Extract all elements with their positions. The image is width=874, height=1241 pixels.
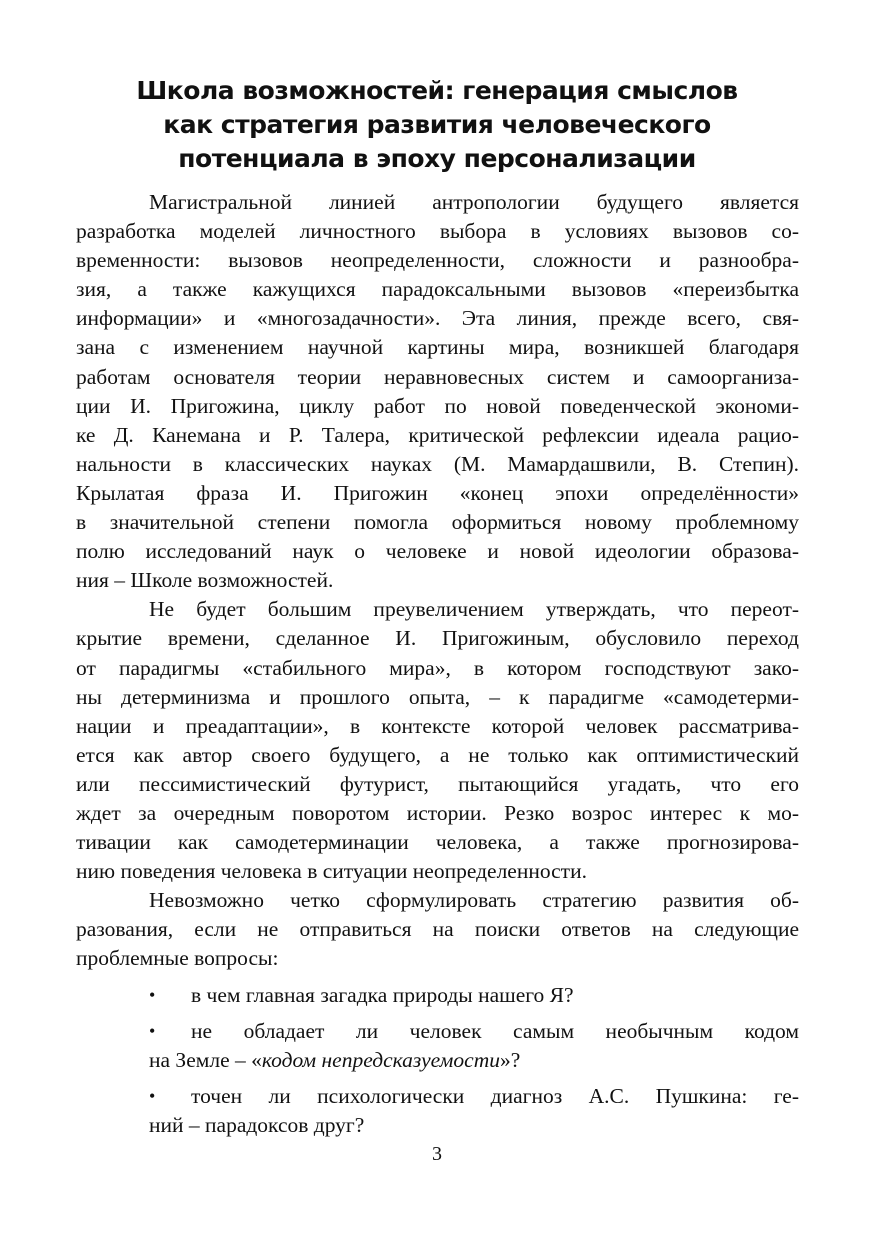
text-line: ния – Школе возможностей.	[76, 568, 334, 593]
list-item-text: точен ли психологически диагноз А.С. Пушкина: ге-	[191, 1083, 799, 1108]
text-line: в значительной степени помогла оформиться новому проблемному	[76, 510, 799, 535]
text-line: Крылатая фраза И. Пригожин «конец эпохи определённости»	[76, 480, 799, 505]
list-item-text-continued: ний – парадоксов друг?	[149, 1112, 365, 1137]
text-line: ждет за очередным поворотом истории. Резко возрос интерес к мо-	[76, 800, 799, 825]
text-line: информации» и «многозадачности». Эта линия, прежде всего, свя-	[76, 306, 799, 331]
text-line: зия, а также кажущихся парадоксальными вызовов «переизбытка	[76, 277, 799, 302]
page-number: 3	[432, 1143, 442, 1165]
text-line: Невозможно четко сформулировать стратегию развития об-	[149, 888, 799, 913]
text-fragment: на Земле – «	[149, 1047, 262, 1072]
text-line: полю исследований наук о человеке и новой идеологии образова-	[76, 539, 799, 564]
title-line-2: как стратегия развития человеческого	[163, 110, 711, 139]
text-line: работам основателя теории неравновесных систем и самоорганиза-	[76, 364, 799, 389]
text-line: от парадигмы «стабильного мира», в котором господствуют зако-	[76, 655, 799, 680]
bullet-icon: •	[149, 1085, 156, 1106]
text-fragment: »?	[499, 1047, 521, 1072]
paragraph-3	[76, 886, 799, 973]
text-line: разования, если не отправиться на поиски ответов на следующие	[76, 917, 799, 942]
bullet-icon: •	[149, 984, 156, 1005]
text-line: разработка моделей личностного выбора в условиях вызовов со-	[76, 219, 799, 244]
list-item-text: не обладает ли человек самым необычным кодом	[191, 1018, 799, 1043]
article-body	[76, 188, 799, 1140]
italic-phrase: кодом непредсказуемости	[261, 1047, 500, 1072]
text-line: или пессимистический футурист, пытающийся угадать, что его	[76, 771, 799, 796]
text-line: нальности в классических науках (М. Мамардашвили, В. Степин).	[76, 451, 799, 476]
list-item	[76, 1017, 799, 1075]
text-line: Не будет большим преувеличением утверждать, что переот-	[149, 597, 799, 622]
text-line: ке Д. Канемана и Р. Талера, критической рефлексии идеала рацио-	[76, 422, 799, 447]
text-line: нию поведения человека в ситуации неопределенности.	[76, 859, 587, 884]
paragraph-2	[76, 595, 799, 886]
text-line: ции И. Пригожина, циклу работ по новой поведенческой экономи-	[76, 393, 799, 418]
text-line: временности: вызовов неопределенности, сложности и разнообра-	[76, 248, 799, 273]
text-line: зана с изменением научной картины мира, возникшей благодаря	[76, 335, 799, 360]
page-title	[60, 74, 814, 176]
text-line: ны детерминизма и прошлого опыта, – к парадигме «самодетерми-	[76, 684, 799, 709]
list-item-text-continued	[149, 1046, 799, 1075]
text-line: Магистральной линией антропологии будущего является	[149, 190, 799, 214]
list-item	[76, 981, 799, 1010]
paragraph-1	[76, 188, 799, 595]
list-item-text: в чем главная загадка природы нашего Я?	[191, 982, 574, 1007]
title-line-1: Школа возможностей: генерация смыслов	[136, 76, 738, 105]
text-line: крытие времени, сделанное И. Пригожиным, обусловило переход	[76, 626, 799, 651]
title-line-3: потенциала в эпоху персонализации	[178, 144, 696, 173]
text-line: ется как автор своего будущего, а не только как оптимистический	[76, 742, 799, 767]
list-item	[76, 1082, 799, 1140]
bullet-icon: •	[149, 1020, 156, 1041]
text-line: нации и преадаптации», в контексте которой человек рассматрива-	[76, 713, 799, 738]
text-line: проблемные вопросы:	[76, 946, 279, 971]
question-list	[76, 981, 799, 1140]
text-line: тивации как самодетерминации человека, а также прогнозирова-	[76, 830, 799, 855]
